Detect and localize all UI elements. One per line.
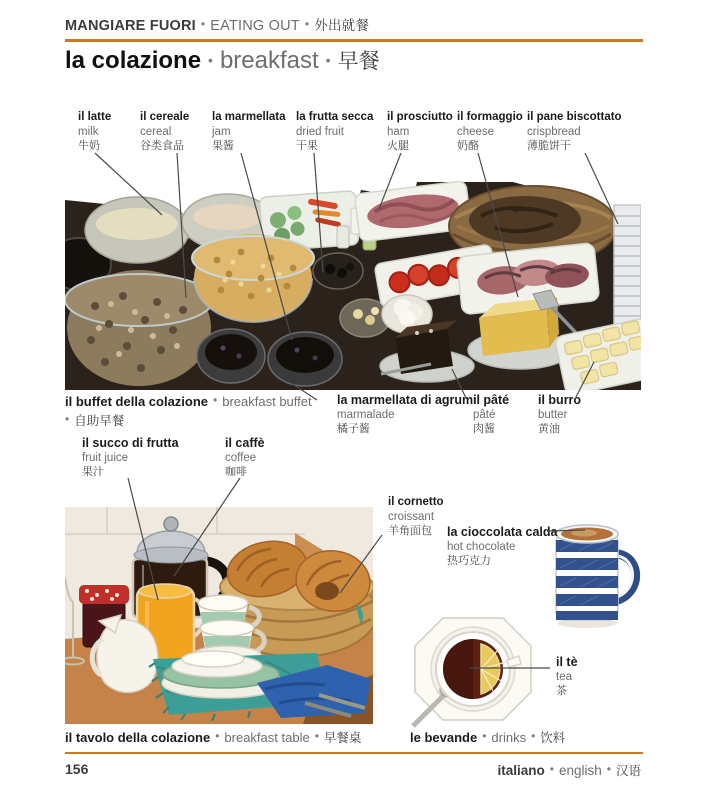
label-milk-zh: 牛奶 — [78, 140, 100, 152]
label-ham — [387, 110, 453, 154]
label-crispbread-zh: 薄脆饼干 — [527, 140, 571, 152]
label-pate-it: il pâté — [473, 393, 510, 407]
label-ham-en: ham — [387, 125, 410, 138]
label-cereal-it: il cereale — [140, 111, 190, 123]
label-coffee-it: il caffè — [225, 436, 265, 450]
buffet-caption-en: breakfast buffet — [222, 394, 312, 409]
buffet-caption — [65, 392, 312, 429]
bullet-separator: • — [325, 52, 331, 68]
tea-cup-photo — [403, 612, 578, 737]
label-ham-zh: 火腿 — [387, 140, 409, 152]
label-marmalade — [337, 393, 477, 437]
label-fruit-juice-it: il succo di frutta — [82, 436, 179, 450]
label-milk-en: milk — [78, 125, 99, 138]
label-fruit-juice-zh: 果汁 — [82, 466, 104, 478]
bullet-separator: • — [482, 729, 487, 743]
label-cheese-it: il formaggio — [457, 111, 523, 123]
buffet-caption-it: il buffet della colazione — [65, 394, 209, 409]
bullet-separator: • — [213, 393, 218, 407]
label-butter-it: il burro — [538, 393, 582, 407]
page-title-english: breakfast — [219, 47, 319, 74]
page-title-chinese: 早餐 — [337, 50, 380, 73]
label-butter-en: butter — [538, 408, 568, 421]
table-caption — [65, 728, 361, 747]
milk-bowl — [85, 197, 189, 263]
bullet-separator: • — [531, 729, 536, 743]
label-cereal-en: cereal — [140, 125, 172, 138]
section-header-italian: MANGIARE FUORI — [65, 18, 196, 34]
section-header — [65, 14, 369, 34]
cornflakes-bowl — [192, 234, 314, 322]
footer-english: english — [559, 763, 602, 778]
label-ham-it: il prosciutto — [387, 111, 453, 123]
table-caption-zh: 早餐桌 — [323, 731, 362, 745]
footer-languages — [498, 761, 641, 779]
label-pate-zh: 肉酱 — [473, 423, 495, 435]
page-title — [65, 45, 380, 75]
label-cereal-zh: 谷类食品 — [140, 140, 184, 152]
label-pate — [473, 393, 509, 437]
label-jam-zh: 果酱 — [212, 140, 234, 152]
label-fruit-juice — [82, 436, 179, 480]
buffet-caption-zh: 自助早餐 — [74, 413, 125, 428]
label-dried-fruit-zh: 干果 — [296, 140, 318, 152]
label-coffee-en: coffee — [225, 451, 257, 464]
header-rule — [65, 39, 643, 42]
bullet-separator: • — [549, 762, 554, 776]
label-milk — [78, 110, 111, 154]
breakfast-buffet-photo — [65, 178, 641, 390]
label-coffee-zh: 咖啡 — [225, 466, 247, 478]
label-crispbread-en: crispbread — [527, 125, 581, 138]
table-caption-it: il tavolo della colazione — [65, 730, 211, 745]
label-cheese — [457, 110, 523, 154]
label-jam-it: la marmellata — [212, 111, 286, 123]
label-coffee — [225, 436, 265, 480]
label-cheese-zh: 奶酪 — [457, 140, 479, 152]
label-tea — [556, 655, 578, 699]
label-jam — [212, 110, 286, 154]
label-crispbread-it: il pane biscottato — [527, 111, 622, 123]
drinks-caption — [410, 728, 565, 747]
label-fruit-juice-en: fruit juice — [82, 451, 129, 464]
dried-fruit-bowl — [313, 253, 363, 289]
section-header-english: EATING OUT — [210, 18, 300, 34]
label-tea-zh: 茶 — [556, 685, 567, 697]
page-title-italian: la colazione — [65, 47, 202, 74]
label-cereal — [140, 110, 189, 154]
drinks-caption-zh: 饮料 — [540, 731, 566, 745]
table-caption-en: breakfast table — [224, 730, 310, 745]
jam-bowl-2 — [268, 332, 342, 386]
drinks-caption-it: le bevande — [410, 730, 478, 745]
drinks-caption-en: drinks — [491, 730, 527, 745]
bullet-separator: • — [215, 729, 220, 743]
label-marmalade-en: marmalade — [337, 408, 395, 421]
footer-chinese: 汉语 — [615, 764, 641, 778]
label-hot-chocolate-en: hot chocolate — [447, 540, 516, 553]
footer-italian: italiano — [497, 763, 545, 778]
label-marmalade-zh: 橘子酱 — [337, 423, 370, 435]
label-pate-en: pâté — [473, 408, 496, 421]
label-tea-en: tea — [556, 670, 572, 683]
label-hot-chocolate-it: la cioccolata calda — [447, 525, 558, 539]
label-hot-chocolate-zh: 热巧克力 — [447, 555, 491, 567]
label-tea-it: il tè — [556, 655, 578, 669]
label-butter — [538, 393, 581, 437]
label-dried-fruit — [296, 110, 373, 154]
label-croissant-it: il cornetto — [388, 496, 444, 508]
footer-rule — [65, 752, 643, 754]
bullet-separator: • — [208, 52, 213, 68]
label-dried-fruit-it: la frutta secca — [296, 111, 374, 123]
bullet-separator: • — [606, 762, 611, 776]
label-croissant-zh: 羊角面包 — [388, 525, 432, 537]
label-milk-it: il latte — [78, 111, 112, 123]
label-crispbread — [527, 110, 622, 154]
label-jam-en: jam — [212, 125, 231, 138]
plate-stack — [614, 205, 641, 325]
bullet-separator: • — [200, 17, 206, 31]
breakfast-table-photo — [65, 507, 373, 724]
jam-bowl-1 — [197, 329, 265, 383]
label-croissant-en: croissant — [388, 510, 435, 523]
bullet-separator: • — [65, 411, 70, 426]
label-dried-fruit-en: dried fruit — [296, 125, 344, 138]
label-butter-zh: 黄油 — [538, 423, 560, 435]
label-hot-chocolate — [447, 525, 557, 569]
page-number: 156 — [65, 761, 89, 777]
label-cheese-en: cheese — [457, 125, 495, 138]
label-croissant — [388, 495, 444, 539]
bullet-separator: • — [304, 17, 310, 31]
bullet-separator: • — [314, 729, 319, 743]
label-marmalade-it: la marmellata di agrumi — [337, 393, 477, 407]
section-header-chinese: 外出就餐 — [314, 18, 370, 33]
